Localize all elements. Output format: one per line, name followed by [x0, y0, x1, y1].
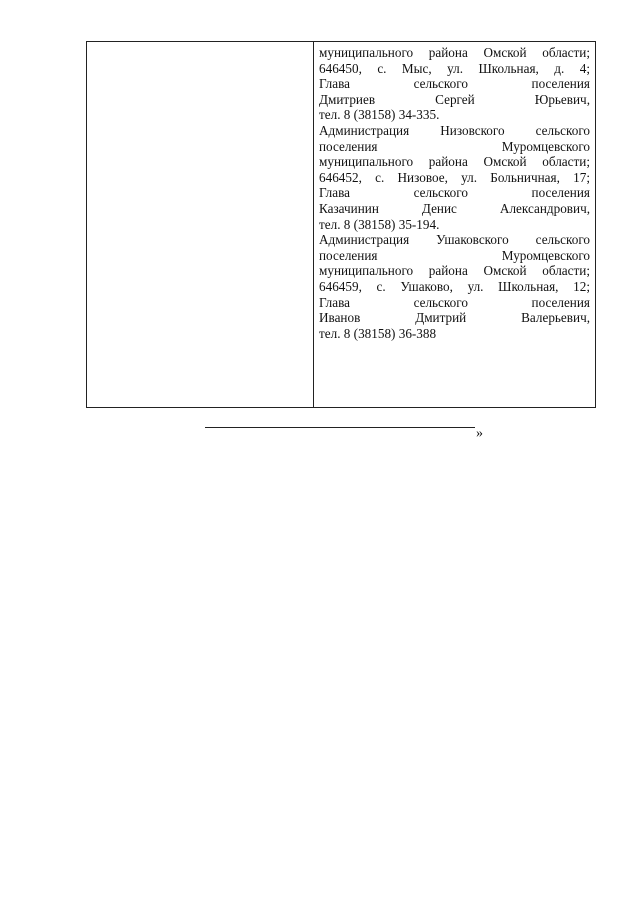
table-line: Администрация Низовского сельского [319, 122, 590, 138]
closing-underline [205, 427, 475, 428]
table-line: поселения Муромцевского [319, 247, 590, 263]
table-line: Глава сельского поселения [319, 185, 590, 201]
table-line: Глава сельского поселения [319, 76, 590, 92]
table-line: муниципального района Омской области; [319, 45, 590, 60]
table-line: тел. 8 (38158) 34-335. [319, 107, 440, 123]
table-line: Иванов Дмитрий Валерьевич, [319, 310, 590, 326]
table-right-cell [314, 42, 595, 407]
table-line: тел. 8 (38158) 35-194. [319, 216, 440, 232]
table-line: муниципального района Омской области; [319, 154, 590, 170]
closing-quote-mark: » [476, 426, 483, 441]
table-line: муниципального района Омской области; [319, 263, 590, 279]
table-line: Дмитриев Сергей Юрьевич, [319, 91, 590, 107]
table-left-cell [87, 42, 314, 407]
table-line: Казачинин Денис Александрович, [319, 200, 590, 216]
table-line: 646450, с. Мыс, ул. Школьная, д. 4; [319, 60, 590, 76]
table-line: 646459, с. Ушаково, ул. Школьная, 12; [319, 278, 590, 294]
table-line: 646452, с. Низовое, ул. Больничная, 17; [319, 169, 590, 185]
document-table [86, 41, 596, 408]
table-line: поселения Муромцевского [319, 138, 590, 154]
table-line: Администрация Ушаковского сельского [319, 232, 590, 248]
table-line: тел. 8 (38158) 36-388 [319, 325, 437, 341]
table-line: Глава сельского поселения [319, 294, 590, 310]
